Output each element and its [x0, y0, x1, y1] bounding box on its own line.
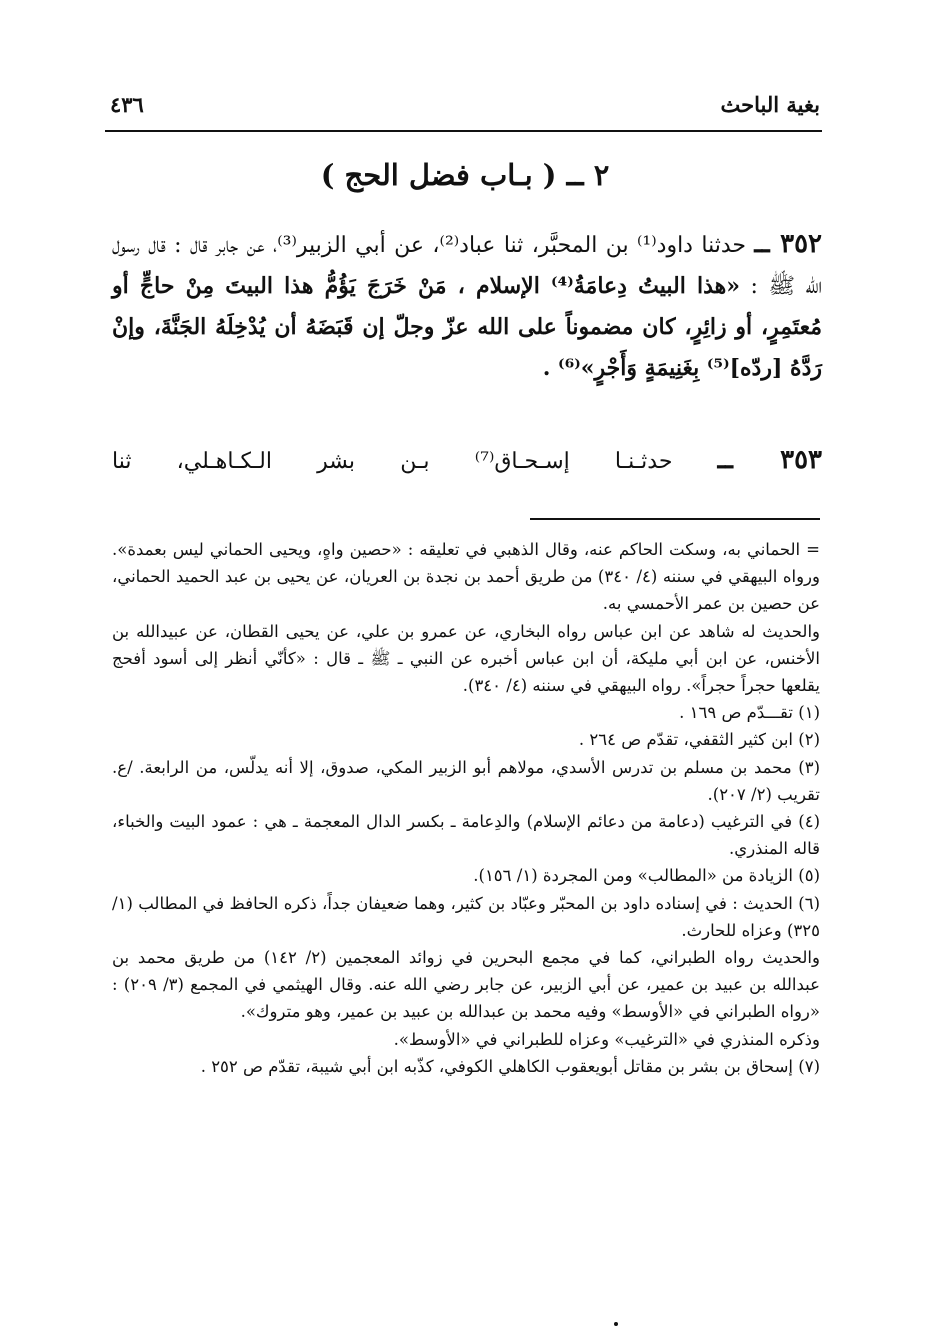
footnote-2: (٢) ابن كثير الثقفي، تقدّم ص ٢٦٤ .: [578, 730, 820, 750]
header-rule: [105, 130, 822, 132]
footnote-paragraph: وذكره المنذري في «الترغيب» وعزاه للطبراني في «الأوسط».: [393, 1029, 820, 1049]
hadith-isnad: حدثنا داود⁽¹⁾ بن المحبَّر، ثنا عباد⁽²⁾، عن أبي الزبير⁽³⁾، عن جابر قال : قال رسول الله ﷺ :: [112, 233, 822, 299]
hadith-matn: «هذا البيتُ دِعامَةُ⁽⁴⁾ الإسلام ، مَنْ خَرَجَ يَؤُمُّ هذا البيتَ مِنْ حاجٍّ أو مُعتَمِرٍ، أو زائِرٍ، كان مضموناً على الله عزّ وجلّ إن قَبَضَهُ أن يُدْخِلَهُ الجَنَّةَ، وإنْ رَدَّهُ [ردّه]⁽⁵⁾ بِغَنِيمَةٍ وَأَجْرٍ»⁽⁶⁾ .: [112, 273, 822, 381]
footnotes: [112, 536, 820, 1080]
hadith-number: ٣٥٢ ــ: [754, 229, 823, 259]
hadith-number: ٣٥٣ ــ: [717, 445, 823, 475]
footnote-6: (٦) الحديث : في إسناده داود بن المحبّر وعبّاد بن كثير، وهما ضعيفان جداً، ذكره الحافظ في المطالب (١/ ٣٢٥) وعزاه للحارث.: [112, 893, 820, 940]
page-number: ٤٣٦: [110, 92, 144, 117]
hadith-352: [112, 224, 822, 389]
footnote-4: (٤) في الترغيب (دعامة من دعائم الإسلام) والدِعامة ـ بكسر الدال المعجمة ـ هي : عمود البيت والخباء، قاله المنذري.: [112, 812, 820, 859]
footnote-7: (٧) إسحاق بن بشر بن مقاتل أبويعقوب الكاهلي الكوفي، كذّبه ابن أبي شيبة، تقدّم ص ٢٥٢ .: [200, 1056, 820, 1076]
hadith-text: حدثـنـا إسـحـاق⁽⁷⁾ بـن بشر الـكـاهـلي، ثنا: [112, 449, 673, 474]
footnote-paragraph: والحديث له شاهد عن ابن عباس رواه البخاري، عن عمرو بن علي، عن يحيى القطان، عن عبيدالله بن الأخنس، عن ابن أبي مليكة، أن ابن عباس أخبره عن النبي ـ ﷺ ـ قال : «كأنّي أنظر إلى أسود أفحج يقلعها حجراً حجراً». رواه البيهقي في سننه (٤/ ٣٤٠).: [112, 621, 820, 696]
footnote-paragraph: = الحماني به، وسكت الحاكم عنه، وقال الذهبي في تعليقه : «حصين واهٍ، ويحيى الحماني ليس بعمدة». ورواه البيهقي في سننه (٤/ ٣٤٠) من طريق أحمد بن نجدة بن العريان، عن يحيى بن عبد الحميد الحماني، عن حصين بن عمر الأحمسي به.: [112, 540, 820, 614]
book-title: بغية الباحث: [720, 92, 820, 117]
footnote-3: (٣) محمد بن مسلم بن تدرس الأسدي، مولاهم أبو الزبير المكي، صدوق، إلا أنه يدلّس، من الرابعة. /ع. تقريب (٢/ ٢٠٧).: [112, 757, 820, 804]
footnote-separator: [530, 518, 820, 520]
footnote-5: (٥) الزيادة من «المطالب» ومن المجردة (١/ ١٥٦).: [473, 866, 820, 886]
scan-dot: [614, 1322, 618, 1326]
running-header: [110, 92, 820, 124]
footnote-1: (١) تقـــدّم ص ١٦٩ .: [679, 703, 820, 723]
chapter-title: ٢ ــ ( بـاب فضل الحج ): [320, 158, 610, 192]
footnote-paragraph: والحديث رواه الطبراني، كما في مجمع البحرين في زوائد المعجمين (٢/ ١٤٢) من طريق محمد بن عبدالله بن عبيد بن عمير، عن أبي الزبير، عن جابر رضي الله عنه. وقال الهيثمي في المجمع (٣/ ٢٠٩) : «رواه الطبراني في «الأوسط» وفيه محمد بن عبدالله بن عبيد بن عمير، وهو متروك».: [112, 948, 820, 1022]
hadith-353: [112, 440, 822, 482]
